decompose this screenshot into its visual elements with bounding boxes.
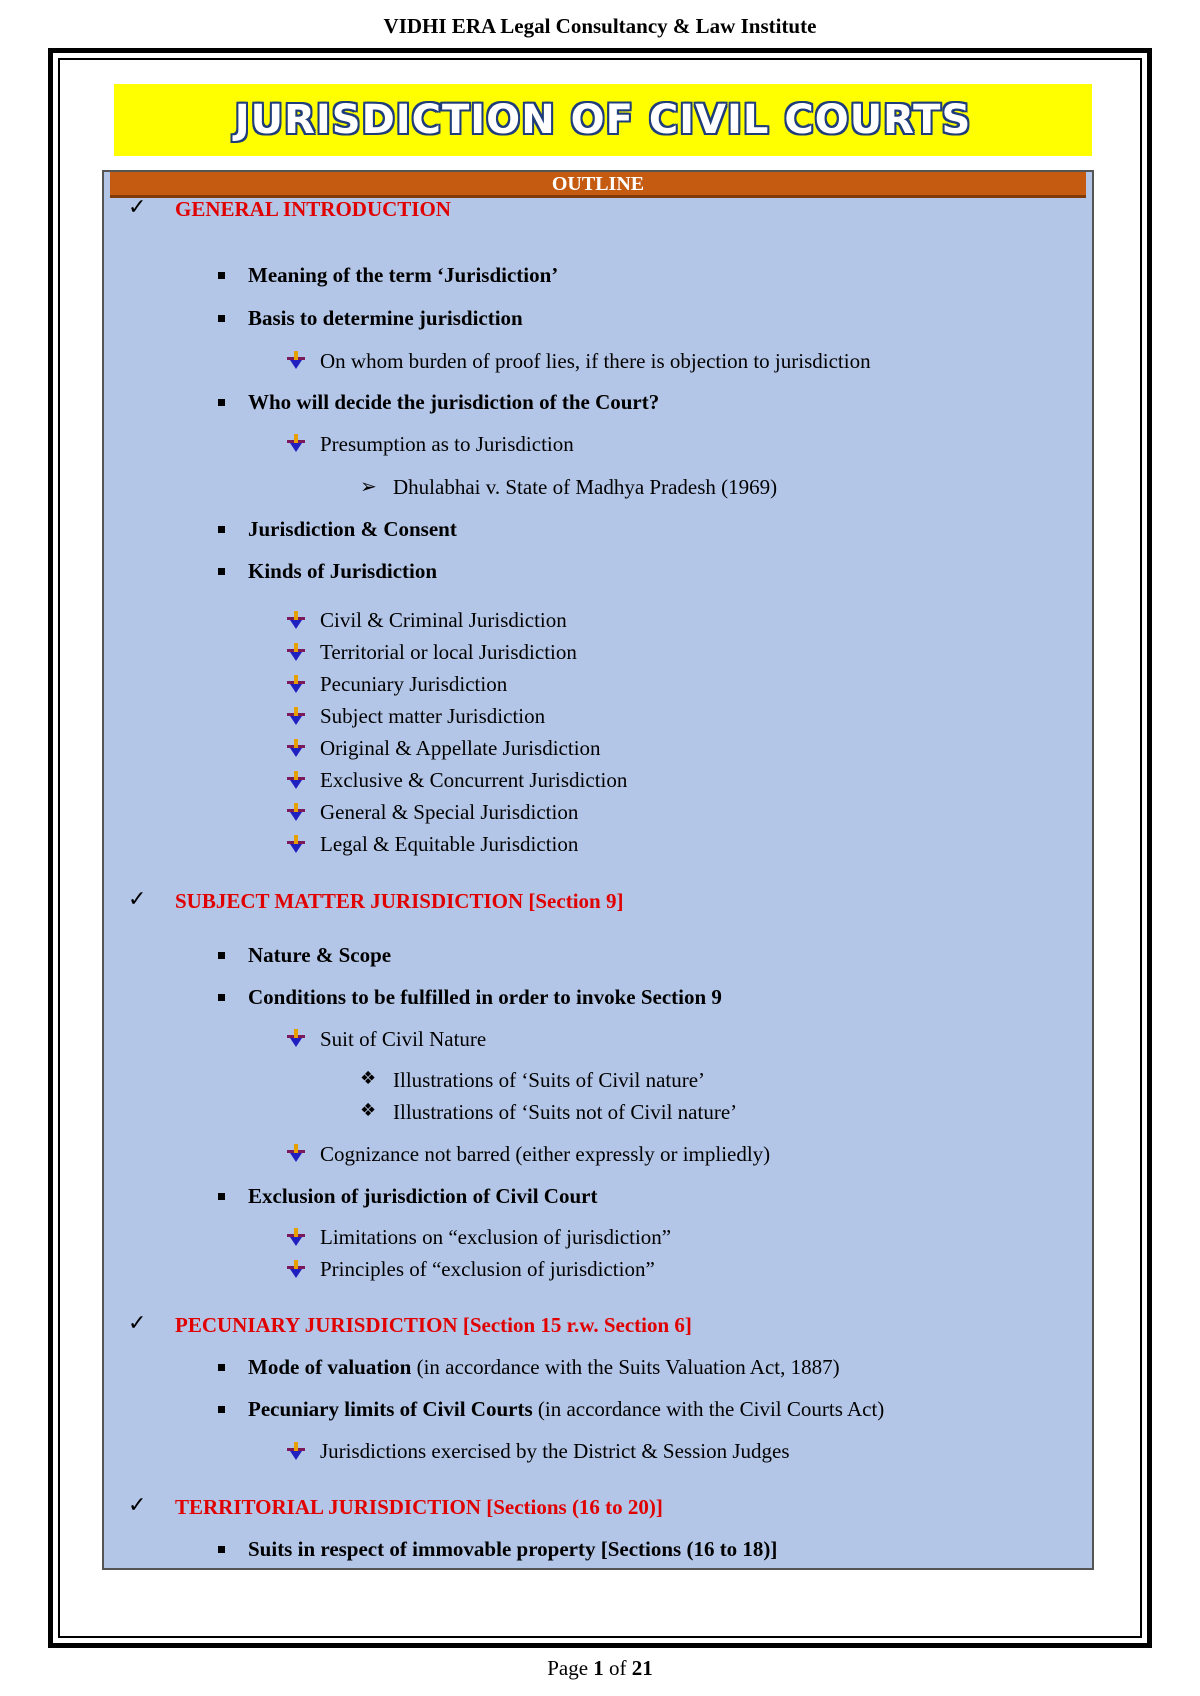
outline-subitem: Presumption as to Jurisdiction [320,432,574,456]
outline-subitem: Subject matter Jurisdiction [320,704,546,728]
down-arrow-icon [287,706,305,726]
outline-item [248,1396,884,1422]
bullet-square-icon [218,568,225,575]
down-arrow-icon [287,642,305,662]
bullet-square-icon [218,1406,225,1413]
outline-subitem: Jurisdictions exercised by the District & Session Judges [320,1439,790,1463]
page-number [0,1656,1200,1681]
bullet-square-icon [218,399,225,406]
check-icon: ✓ [128,886,147,911]
section-heading: SUBJECT MATTER JURISDICTION [Section 9] [175,889,624,913]
outline-subitem: Territorial or local Jurisdiction [320,640,577,664]
check-icon: ✓ [128,1310,147,1335]
outline-subitem: Principles of “exclusion of jurisdiction” [320,1257,655,1281]
outline-subitem: On whom burden of proof lies, if there is objection to jurisdiction [320,349,871,373]
outline-subitem: Pecuniary Jurisdiction [320,672,508,696]
down-arrow-icon [287,610,305,630]
bullet-square-icon [218,994,225,1001]
outline-item: Kinds of Jurisdiction [248,559,438,583]
page-prefix: Page [547,1656,594,1680]
bullet-square-icon [218,526,225,533]
outline-item: Suits in respect of immovable property [Sections (16 to 18)] [248,1537,778,1561]
outline-subsubitem: Illustrations of ‘Suits not of Civil nature’ [393,1100,738,1124]
down-arrow-icon [287,802,305,822]
outline-item: Nature & Scope [248,943,392,967]
outline-item: Conditions to be fulfilled in order to invoke Section 9 [248,985,722,1009]
outline-subitem: Cognizance not barred (either expressly or impliedly) [320,1142,771,1166]
outline-item: Jurisdiction & Consent [248,517,457,541]
document-title: JURISDICTION OF CIVIL COURTS [234,97,972,143]
item-rest-text: (in accordance with the Civil Courts Act) [532,1397,885,1421]
outline-item: Exclusion of jurisdiction of Civil Court [248,1184,598,1208]
bullet-square-icon [218,1546,225,1553]
down-arrow-icon [287,1441,305,1461]
down-arrow-icon [287,1227,305,1247]
outline-subitem: Exclusive & Concurrent Jurisdiction [320,768,628,792]
document-header: VIDHI ERA Legal Consultancy & Law Institute [383,14,817,38]
section-heading: GENERAL INTRODUCTION [175,197,451,221]
down-arrow-icon [287,350,305,370]
down-arrow-icon [287,1143,305,1163]
outline-subitem: Suit of Civil Nature [320,1027,487,1051]
outline-subitem: Civil & Criminal Jurisdiction [320,608,567,632]
title-banner [114,84,1092,156]
check-icon: ✓ [128,1492,147,1517]
bullet-square-icon [218,1193,225,1200]
item-rest-text: (in accordance with the Suits Valuation Act, 1887) [411,1355,840,1379]
outline-subitem: General & Special Jurisdiction [320,800,579,824]
outline-item: Basis to determine jurisdiction [248,306,523,330]
case-citation: Dhulabhai v. State of Madhya Pradesh (1969) [393,475,778,499]
page-of: of [603,1656,632,1680]
down-arrow-icon [287,834,305,854]
down-arrow-icon [287,738,305,758]
section-heading: PECUNIARY JURISDICTION [Section 15 r.w. Section 6] [175,1313,692,1337]
down-arrow-icon [287,1259,305,1279]
current-page: 1 [593,1656,604,1680]
outline-subitem: Original & Appellate Jurisdiction [320,736,601,760]
section-heading: TERRITORIAL JURISDICTION [Sections (16 to 20)] [175,1495,663,1519]
item-bold-text: Mode of valuation [248,1355,412,1379]
outline-subsubitem: Illustrations of ‘Suits of Civil nature’ [393,1068,706,1092]
item-bold-text: Pecuniary limits of Civil Courts [248,1397,533,1421]
outline-subitem: Legal & Equitable Jurisdiction [320,832,579,856]
outline-item: Who will decide the jurisdiction of the Court? [248,390,660,414]
arrowhead-bullet-icon: ➢ [360,474,377,498]
bullet-square-icon [218,315,225,322]
outline-heading: OUTLINE [110,172,1086,198]
down-arrow-icon [287,1028,305,1048]
bullet-square-icon [218,952,225,959]
check-icon: ✓ [128,194,147,219]
down-arrow-icon [287,674,305,694]
outline-item: Meaning of the term ‘Jurisdiction’ [248,263,559,287]
down-arrow-icon [287,770,305,790]
diamond-bullet-icon: ❖ [360,1068,377,1089]
total-pages: 21 [631,1656,653,1680]
outline-subitem: Limitations on “exclusion of jurisdiction” [320,1225,672,1249]
outline-item [248,1354,840,1380]
down-arrow-icon [287,433,305,453]
bullet-square-icon [218,272,225,279]
diamond-bullet-icon: ❖ [360,1100,377,1121]
bullet-square-icon [218,1364,225,1371]
